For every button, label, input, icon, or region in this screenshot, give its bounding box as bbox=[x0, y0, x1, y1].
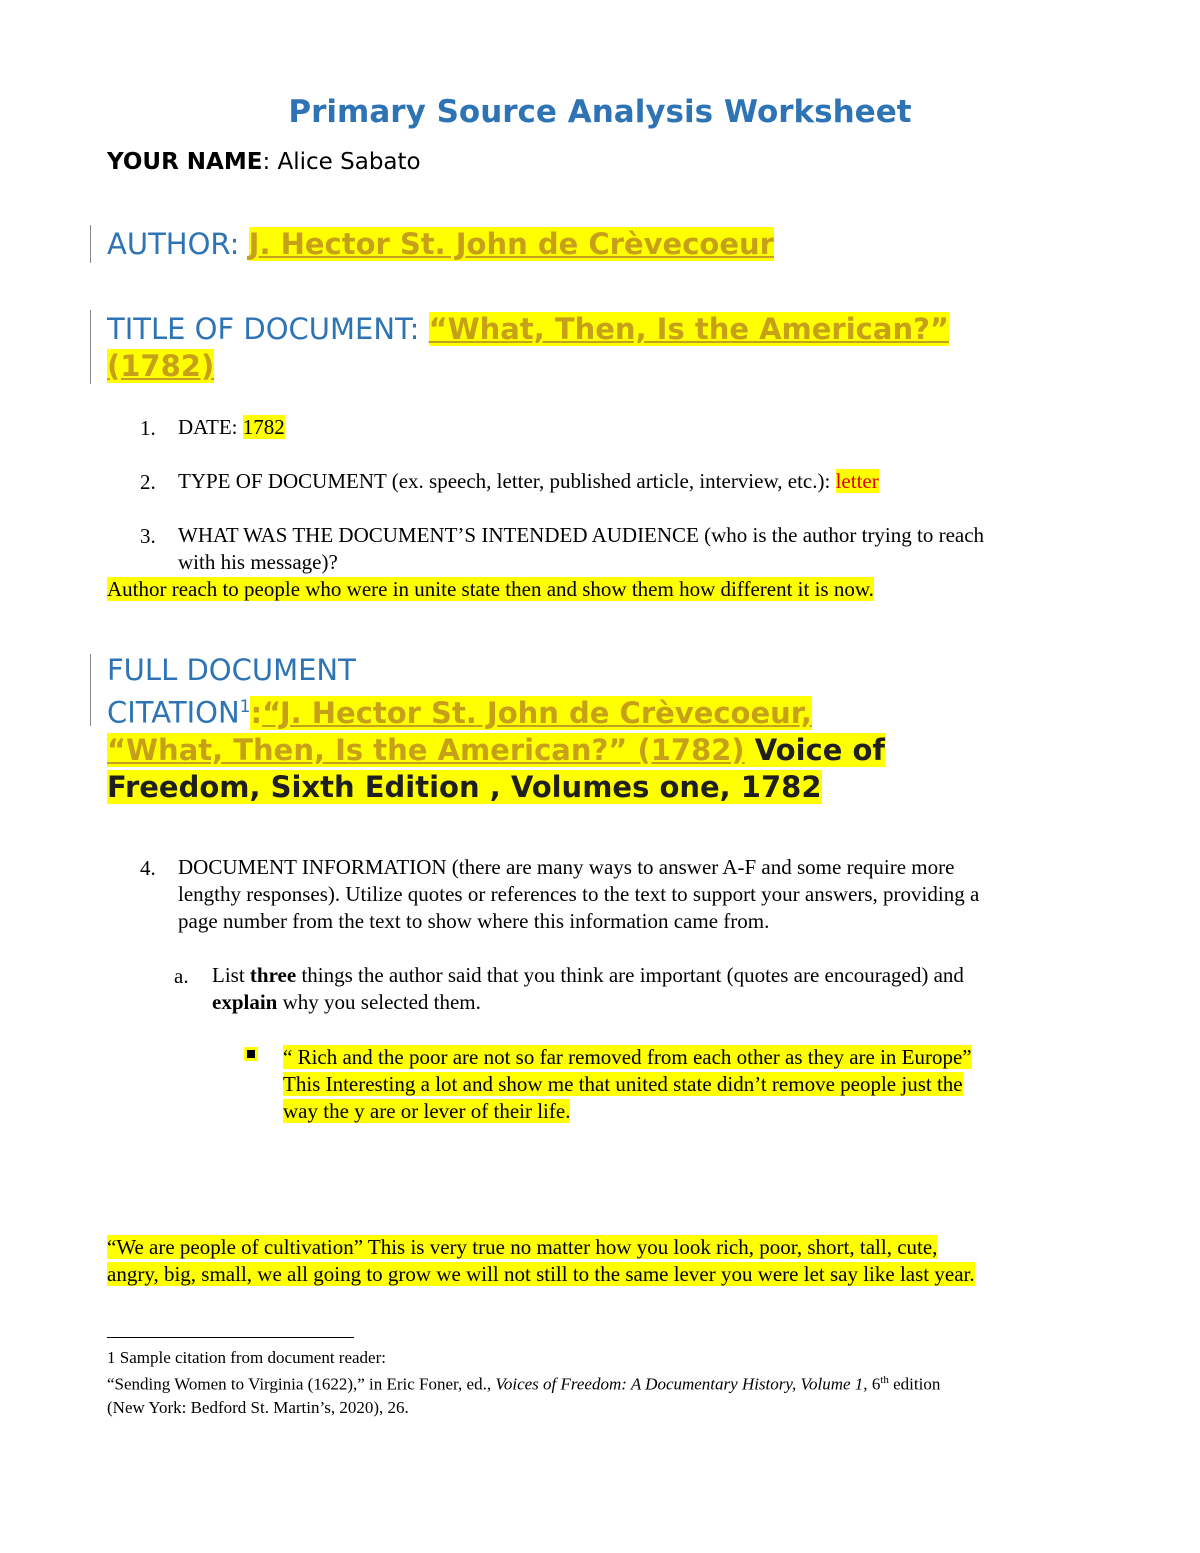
date-label: DATE: bbox=[178, 415, 243, 439]
item-letter: a. bbox=[174, 964, 189, 988]
change-bar bbox=[90, 654, 91, 726]
item-number: 1. bbox=[140, 416, 156, 440]
item-4a bbox=[212, 962, 964, 1016]
change-bar bbox=[90, 225, 91, 263]
bullet-line1: “ Rich and the poor are not so far removed from each other as they are in Europe” bbox=[283, 1045, 972, 1069]
doc-title-label: TITLE OF DOCUMENT: bbox=[107, 312, 429, 346]
bullet-square-icon bbox=[247, 1050, 255, 1058]
bullet-answer bbox=[283, 1044, 972, 1125]
author-line bbox=[107, 224, 774, 264]
item-number: 3. bbox=[140, 524, 156, 548]
document-info-item bbox=[178, 854, 979, 935]
footnote-edition-word: edition bbox=[888, 1374, 941, 1394]
document-info-line3: page number from the text to show where this information came from. bbox=[178, 909, 770, 933]
citation-dark-line3: Freedom, Sixth Edition , Volumes one, 1782 bbox=[107, 769, 822, 804]
bullet-line3: way the y are or lever of their life. bbox=[283, 1099, 571, 1123]
type-value: letter bbox=[835, 469, 879, 493]
name-label: YOUR NAME bbox=[107, 149, 263, 175]
footnote-edition-num: 6 bbox=[867, 1374, 881, 1394]
date-item bbox=[178, 414, 285, 441]
author-value: J. Hector St. John de Crèvecoeur bbox=[248, 227, 774, 261]
citation-gold-line2: “What, Then, Is the American?” (1782) bbox=[107, 732, 745, 767]
type-label: TYPE OF DOCUMENT (ex. speech, letter, published article, interview, etc.): bbox=[178, 469, 836, 493]
item-4a-pre: List bbox=[212, 963, 250, 987]
footnote bbox=[107, 1346, 940, 1419]
document-info-line2: lengthy responses). Utilize quotes or references to the text to support your answers, providing a bbox=[178, 882, 980, 906]
audience-answer-text: Author reach to people who were in unite state then and show them how different it is now. bbox=[107, 577, 874, 601]
citation-footnote-ref: 1 bbox=[239, 697, 251, 717]
name-value: Alice Sabato bbox=[277, 149, 421, 175]
item-4a-bold1: three bbox=[249, 963, 297, 987]
doc-title-year: (1782) bbox=[107, 349, 215, 383]
citation-label-line2: CITATION bbox=[107, 695, 240, 730]
change-bar bbox=[90, 310, 91, 384]
citation-label-line1: FULL DOCUMENT bbox=[107, 653, 356, 687]
type-item bbox=[178, 468, 879, 495]
name-colon: : bbox=[262, 149, 271, 175]
author-label: AUTHOR: bbox=[107, 227, 249, 261]
citation-dark-line2: Voice of bbox=[744, 732, 886, 767]
date-value: 1782 bbox=[242, 415, 285, 439]
audience-question-line2: with his message)? bbox=[178, 550, 338, 574]
item-number: 2. bbox=[140, 470, 156, 494]
footnote-line3: (New York: Bedford St. Martin’s, 2020), 26. bbox=[107, 1397, 409, 1417]
audience-item bbox=[178, 522, 984, 576]
footnote-separator bbox=[107, 1337, 354, 1338]
footnote-line2-pre: “Sending Women to Virginia (1622),” in Eric Foner, ed., bbox=[107, 1374, 496, 1394]
item-4a-post: why you selected them. bbox=[277, 990, 481, 1014]
footnote-line1: 1 Sample citation from document reader: bbox=[107, 1348, 386, 1367]
bullet-line2: This Interesting a lot and show me that united state didn’t remove people just the bbox=[283, 1072, 963, 1096]
page-title: Primary Source Analysis Worksheet bbox=[288, 94, 912, 130]
footnote-edition-sup: th bbox=[880, 1374, 889, 1386]
document-info-line1: DOCUMENT INFORMATION (there are many ways to answer A-F and some require more bbox=[178, 855, 955, 879]
citation-colon: : bbox=[250, 695, 263, 730]
audience-question-line1: WHAT WAS THE DOCUMENT’S INTENDED AUDIENCE (who is the author trying to reach bbox=[178, 523, 985, 547]
doc-title-line bbox=[107, 311, 949, 385]
quote-line1: “We are people of cultivation” This is very true no matter how you look rich, poor, short, tall, cute, bbox=[107, 1235, 938, 1259]
quote-line2: angry, big, small, we all going to grow we will not still to the same lever you were let say like last year. bbox=[107, 1262, 975, 1286]
audience-answer bbox=[107, 576, 874, 603]
citation-block bbox=[107, 652, 885, 806]
item-number: 4. bbox=[140, 856, 156, 880]
citation-gold-line1: “J. Hector St. John de Crèvecoeur, bbox=[262, 695, 812, 730]
item-4a-mid: things the author said that you think are important (quotes are encouraged) and bbox=[296, 963, 964, 987]
doc-title-value: “What, Then, Is the American?” bbox=[428, 312, 949, 346]
item-4a-bold2: explain bbox=[212, 990, 278, 1014]
name-line bbox=[107, 146, 421, 178]
quote-answer bbox=[107, 1234, 975, 1288]
footnote-book-title: Voices of Freedom: A Documentary History, Volume 1, bbox=[495, 1374, 868, 1394]
